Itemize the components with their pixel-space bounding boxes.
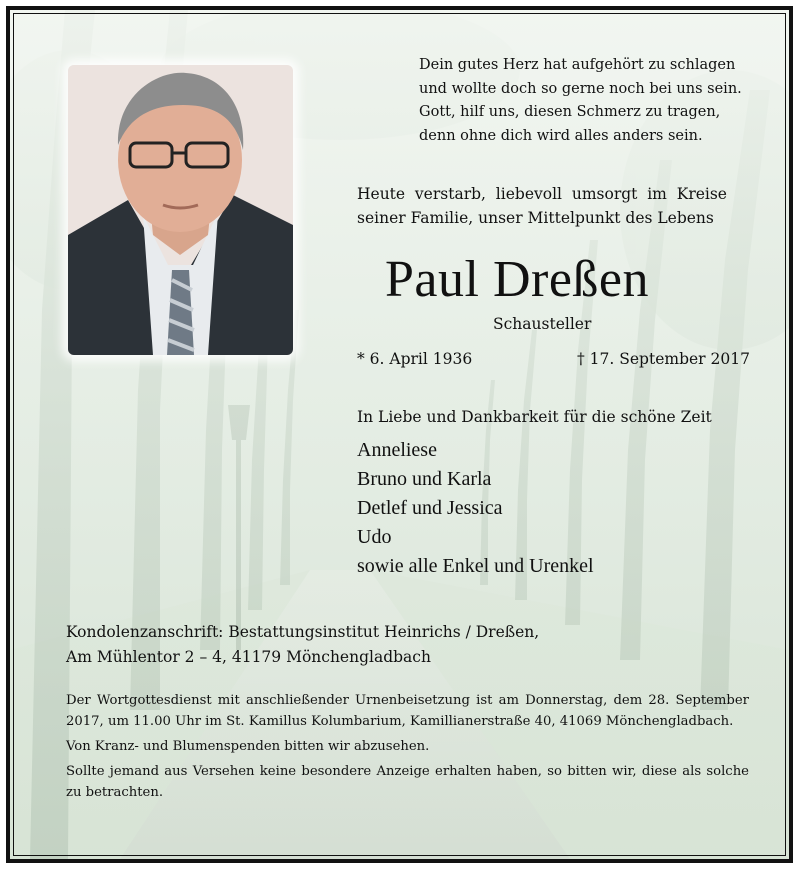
mourner-name: Udo — [357, 526, 392, 548]
death-announcement — [357, 182, 727, 230]
gratitude-line: In Liebe und Dankbarkeit für die schöne Zeit — [357, 408, 712, 426]
service-notices — [66, 690, 749, 803]
announcement-line: seiner Familie, unser Mittelpunkt des Lebens — [357, 209, 714, 227]
obituary-card — [6, 6, 793, 863]
mourner-name: sowie alle Enkel und Urenkel — [357, 555, 594, 577]
portrait-image — [68, 65, 293, 355]
mourners-list — [357, 436, 594, 581]
portrait-photo — [68, 65, 293, 355]
poem-line: denn ohne dich wird alles anders sein. — [419, 127, 703, 144]
condolence-line: Am Mühlentor 2 – 4, 41179 Mönchengladbach — [66, 648, 431, 666]
mourner-name: Bruno und Karla — [357, 468, 492, 490]
deceased-occupation: Schausteller — [493, 315, 592, 333]
condolence-address — [66, 620, 539, 670]
mourner-name: Detlef und Jessica — [357, 497, 503, 519]
poem-line: Dein gutes Herz hat aufgehört zu schlagen — [419, 57, 736, 73]
death-date: † 17. September 2017 — [577, 350, 750, 368]
service-notice: Der Wortgottesdienst mit anschließender Urnenbeisetzung ist am Donnerstag, dem 28. September 2017, um 11.00 Uhr im St. Kamillus Kolumbarium, Kamillianerstraße 40, 41069 Mönchengladbach. — [66, 693, 749, 729]
announcement-line: Heute verstarb, liebevoll umsorgt im Kreise — [357, 185, 727, 203]
birth-date: * 6. April 1936 — [357, 350, 473, 368]
poem-verse — [419, 54, 742, 148]
notification-notice: Sollte jemand aus Versehen keine besondere Anzeige erhalten haben, so bitten wir, diese als solche zu betrachten. — [66, 764, 749, 800]
flowers-notice: Von Kranz- und Blumenspenden bitten wir abzusehen. — [66, 739, 430, 754]
condolence-line: Kondolenzanschrift: Bestattungsinstitut Heinrichs / Dreßen, — [66, 623, 540, 641]
mourner-name: Anneliese — [357, 439, 437, 461]
poem-line: und wollte doch so gerne noch bei uns sein. — [419, 80, 742, 97]
deceased-name: Paul Dreßen — [385, 251, 649, 308]
poem-line: Gott, hilf uns, diesen Schmerz zu tragen, — [419, 104, 721, 120]
